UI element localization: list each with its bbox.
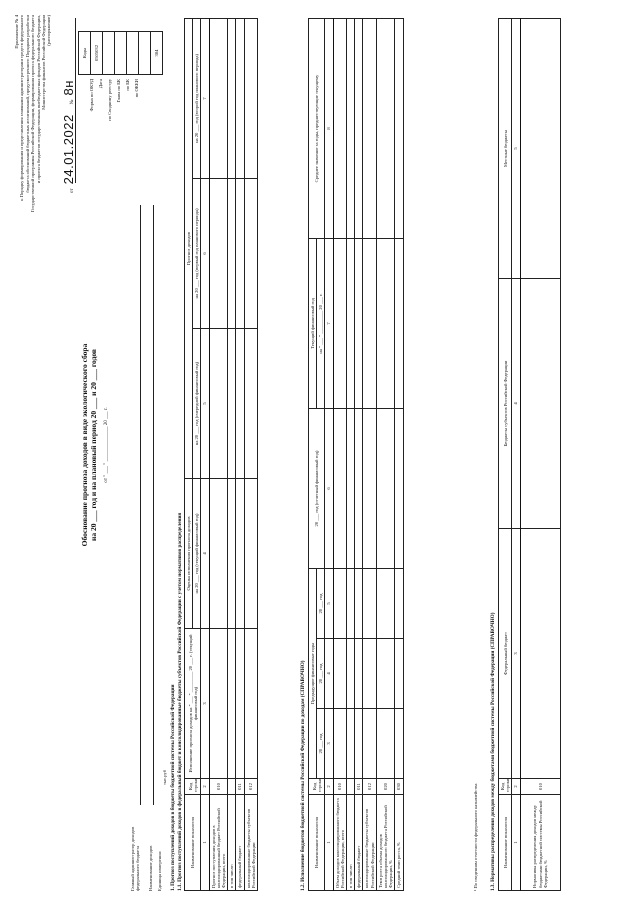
t11-col-fc3: на 20 ___ год (второй год планового периода)	[193, 18, 201, 178]
appendix-line: (распоряжение)	[46, 15, 52, 46]
row-code: 011	[355, 779, 363, 795]
row-code: 010	[520, 779, 560, 795]
table-1-2	[308, 18, 404, 891]
section-1-3-title: 1.3. Нормативы распределения доходов между бюджетами бюджетной системы Российской Федерации (СПРАВОЧНО)	[490, 612, 496, 891]
section-1-2-title: 1.2. Исполнение бюджетов бюджетной системы Российской Федерации по доходам (СПРАВОЧНО)	[300, 660, 306, 891]
form-date-line: от " ___ " ______________ 20 ___ г.	[104, 407, 109, 483]
t11-col-name: Наименование показателя	[185, 795, 201, 891]
code-chapter	[127, 32, 139, 75]
row-name: Темп роста объема доходов консолидированного бюджета Российской Федерации, %	[376, 795, 395, 891]
row-code	[347, 779, 355, 795]
code-registry	[115, 32, 127, 75]
appendix-line: Министерства финансов Российской Федерации	[41, 15, 47, 110]
footnote: ¹ По сведениям отчетности федерального казначейства	[473, 783, 478, 891]
table-row	[236, 18, 244, 890]
col-number: 2	[325, 779, 333, 795]
col-number: 5	[325, 569, 333, 639]
t12-col-avg: Среднее значение за годы, предшествующие текущему	[309, 19, 325, 239]
t12-col-year: 20 ___ год	[317, 569, 325, 639]
row-name: федеральный бюджет	[236, 795, 244, 891]
col-number: 2	[201, 779, 209, 795]
codes-header: Коды	[79, 32, 91, 75]
row-name: консолидированные бюджеты субъектов Российской Федерации	[244, 795, 257, 891]
section-1-1-title: 1.1. Прогноз поступлений доходов в федеральный бюджет и консолидированные бюджеты субъектов Российской Федерации с учетом нормативов распределения	[177, 512, 183, 891]
code-date	[103, 32, 115, 75]
table-row	[333, 19, 346, 891]
row-name: в том числе:	[347, 795, 355, 891]
t12-col-year: 20 ___ год	[317, 709, 325, 779]
form-title: Обоснование прогноза доходов в виде экологического сбора на 20 ___ год и на плановый период 20 ___ и 20 ___ годов	[80, 343, 98, 547]
field-unit: Единица измерения:	[157, 851, 162, 891]
col-number: 3	[512, 529, 520, 779]
t12-col-current: Текущий финансовый год	[309, 239, 317, 409]
col-number: 4	[325, 639, 333, 709]
table-row	[244, 18, 257, 890]
col-number: 6	[201, 179, 209, 329]
col-number: 1	[512, 795, 520, 891]
col-number: 5	[201, 329, 209, 479]
table-row	[355, 19, 363, 891]
col-number: 3	[325, 709, 333, 779]
t12-col-prev-group: Предыдущие финансовые годы	[309, 569, 317, 779]
col-number: 2	[512, 779, 520, 795]
t12-col-name: Наименование показателя	[309, 795, 325, 891]
code-okud: 0505032	[91, 32, 103, 75]
table-row	[376, 19, 395, 891]
col-number: 8	[325, 19, 333, 239]
table-row	[520, 19, 560, 891]
appendix-date-line: от 24.01.2022 № 8н	[61, 80, 76, 193]
code-okei: 384	[151, 32, 163, 75]
section-1-title: 1. Прогноз поступлений доходов в бюджеты бюджетной системы Российской Федерации	[170, 684, 176, 891]
t12-col-cur-group: 20 ___ год (отчетный финансовый год)	[309, 409, 325, 569]
appendix-date: 24.01.2022	[61, 114, 76, 185]
col-number: 7	[201, 18, 209, 178]
appendix-line: бюджета обоснований бюджетных ассигнований, предусмотренного Порядком разработки	[24, 15, 30, 193]
appendix-line: Государственной программы Российской Федерации, формирования проекта федерального бюджета	[30, 15, 36, 213]
t11-col-code: Код строки	[185, 779, 201, 795]
codes-table	[78, 31, 163, 75]
appendix-line: к Порядку формирования и представления главными администраторами средств федерального	[19, 15, 25, 201]
col-number: 6	[325, 409, 333, 569]
row-code: 020	[376, 779, 395, 795]
appendix-block	[14, 15, 52, 265]
col-number: 4	[201, 479, 209, 629]
col-number: 1	[201, 795, 209, 891]
row-code	[228, 779, 236, 795]
appendix-title: Приложение № 4	[14, 15, 19, 49]
field-unit-value: тыс.руб	[162, 769, 167, 785]
t11-col-eval-group: Оценка исполнения прогноза доходов	[185, 479, 193, 629]
row-code: 030	[395, 779, 403, 795]
t12-col-code: Код строки	[309, 779, 325, 795]
t13-col-local: Местные бюджеты	[499, 19, 512, 279]
row-code: 010	[333, 779, 346, 795]
table-1-1	[184, 18, 258, 891]
t11-col-exec: Исполнение прогноза доходов на " ___ " _________ 20 ___ г. (текущий финансовый год)	[185, 629, 201, 779]
col-number: 4	[512, 279, 520, 529]
row-name: Объем доходов консолидированного бюджета Российской Федерации, всего	[333, 795, 346, 891]
appendix-number: 8н	[61, 80, 76, 96]
t13-col-code: Код строки	[499, 779, 512, 795]
row-name: в том числе:	[228, 795, 236, 891]
t13-col-subj: Бюджеты субъектов Российской Федерации	[499, 279, 512, 529]
t13-col-fed: Федеральный бюджет	[499, 529, 512, 779]
row-code: 012	[363, 779, 376, 795]
row-name: Прогноз поступления доходов в консолидированный бюджет Российской Федерации, всего	[209, 795, 228, 891]
row-name: федеральный бюджет	[355, 795, 363, 891]
t13-col-name: Наименование показателя	[499, 795, 512, 891]
code-bk	[139, 32, 151, 75]
col-number: 5	[512, 19, 520, 279]
row-code: 012	[244, 779, 257, 795]
appendix-line: и проекта бюджетов государственных внебюджетных фондов Российской Федерации,	[35, 15, 41, 184]
col-number: 7	[325, 239, 333, 409]
table-row	[228, 18, 236, 890]
t11-col-forecast-group: Прогноз доходов	[185, 18, 193, 478]
table-1-3	[498, 18, 561, 891]
row-name: консолидированные бюджеты субъектов Российской Федерации	[363, 795, 376, 891]
row-code: 010	[209, 779, 228, 795]
t11-col-eval: на 20 ___ год (текущий финансовый год)	[193, 479, 201, 629]
field-income-name: Наименование доходов	[148, 845, 153, 891]
row-code: 011	[236, 779, 244, 795]
t12-col-current-date: на " ___ " __________ 20 ___ г.	[317, 239, 325, 409]
table-row	[209, 18, 228, 890]
t11-col-fc2: на 20 ___ год (первый год планового периода)	[193, 179, 201, 329]
col-number: 3	[201, 629, 209, 779]
row-name: Средний темп роста, %	[395, 795, 403, 891]
table-row	[363, 19, 376, 891]
t11-col-fc1: на 20 ___ год (очередной финансовый год)	[193, 329, 201, 479]
table-row	[347, 19, 355, 891]
col-number: 1	[325, 795, 333, 891]
field-admin-label: Главный администратор доходов федерального бюджета	[130, 826, 141, 891]
table-row	[395, 19, 403, 891]
t12-col-year: 20 ___ год	[317, 639, 325, 709]
codes-labels: Форма по ОКУД Дата по Сводному реестру Глава по БК по БК по ОКЕИ	[89, 79, 139, 121]
row-name: Нормативы распределения доходов между бюджетами бюджетной системы Российской Федерации, %	[520, 795, 560, 891]
